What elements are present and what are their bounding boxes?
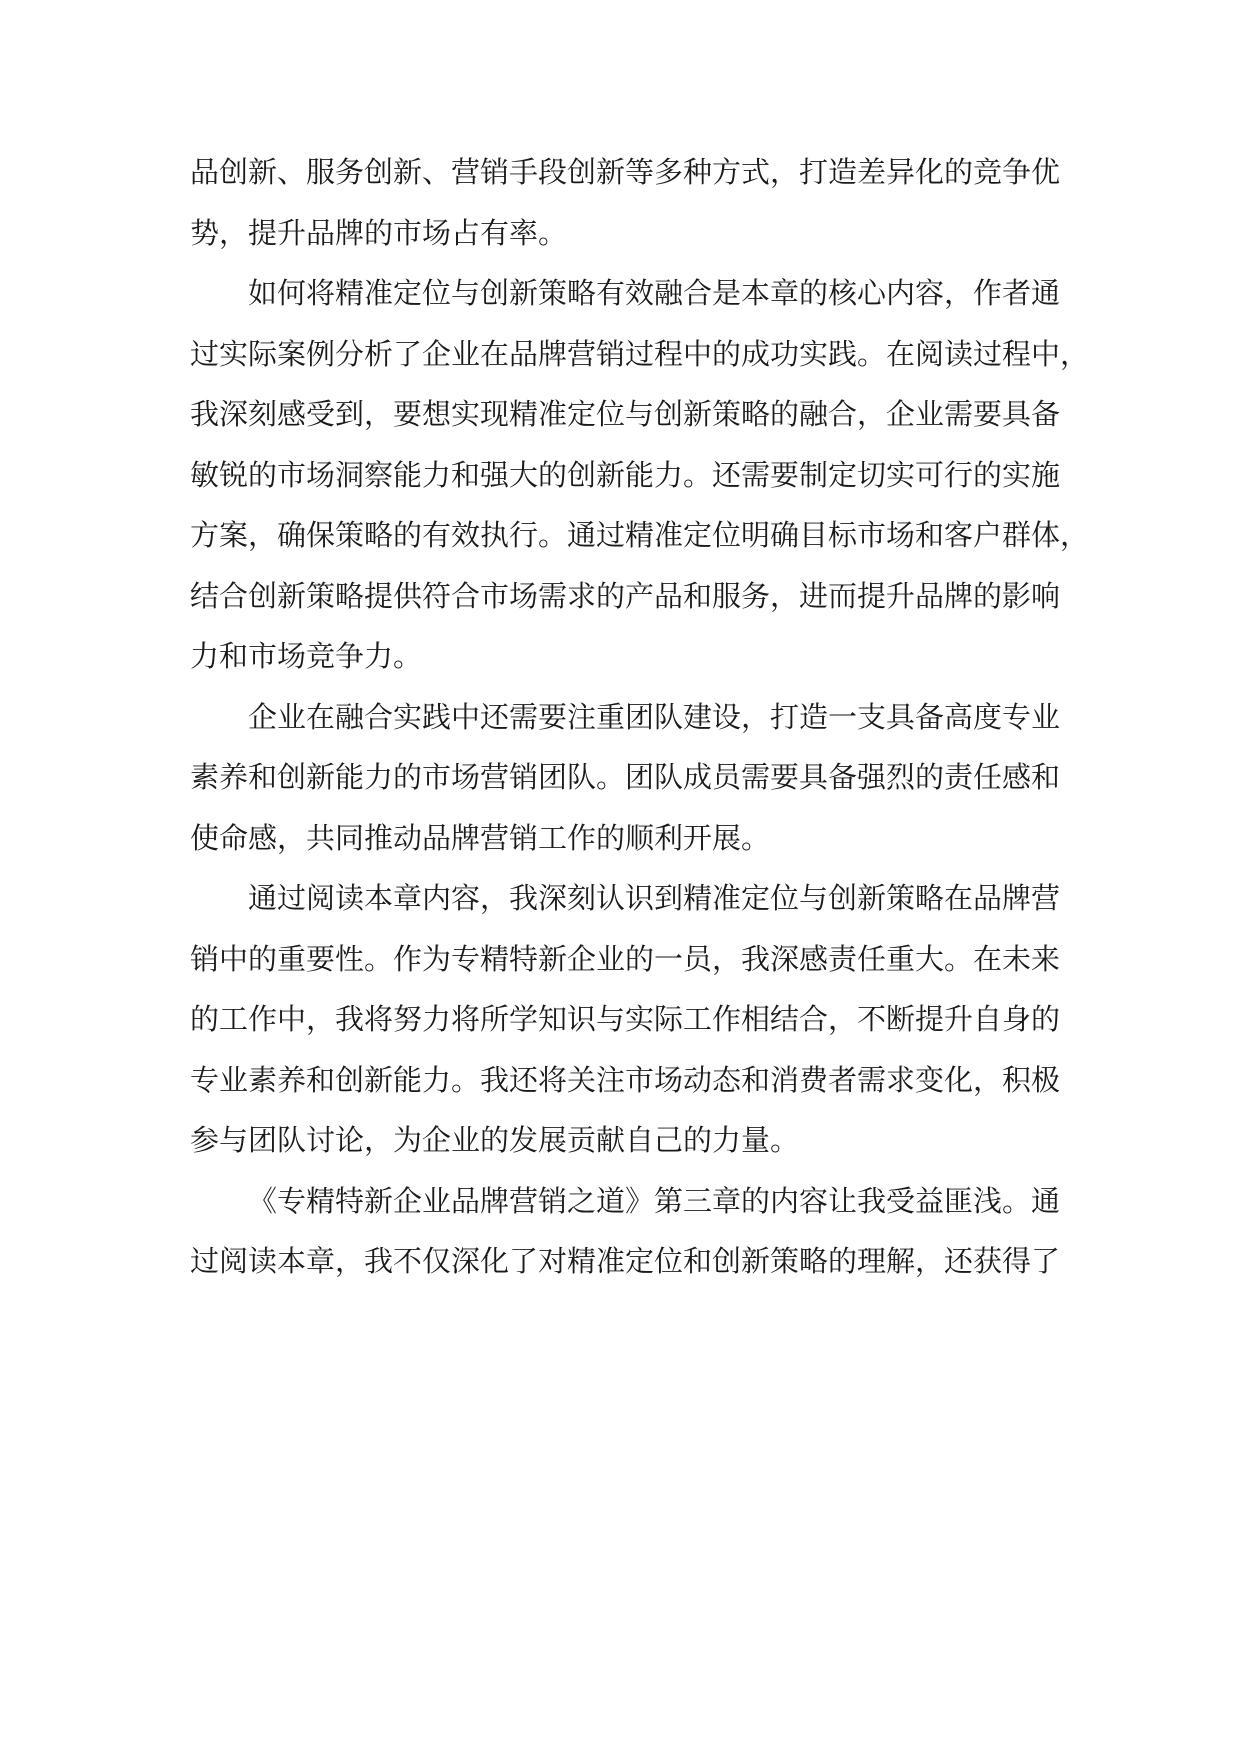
text-line: 素养和创新能力的市场营销团队。团队成员需要具备强烈的责任感和 (190, 760, 1061, 794)
text-line: 方案，确保策略的有效执行。通过精准定位明确目标市场和客户群体， (190, 518, 1090, 552)
paragraph-1 (190, 142, 1061, 263)
text-line: 企业在融合实践中还需要注重团队建设，打造一支具备高度专业 (248, 699, 1061, 734)
document-body (190, 142, 1090, 1292)
text-line: 我深刻感受到，要想实现精准定位与创新策略的融合，企业需要具备 (190, 397, 1061, 431)
text-line: 的工作中，我将努力将所学知识与实际工作相结合，不断提升自身的 (190, 1002, 1061, 1036)
text-line: 专业素养和创新能力。我还将关注市场动态和消费者需求变化，积极 (190, 1062, 1061, 1097)
text-line: 敏锐的市场洞察能力和强大的创新能力。还需要制定切实可行的实施 (190, 457, 1061, 492)
text-line: 销中的重要性。作为专精特新企业的一员，我深感责任重大。在未来 (190, 941, 1061, 976)
text-line: 通过阅读本章内容，我深刻认识到精准定位与创新策略在品牌营 (248, 881, 1061, 915)
text-line: 过阅读本章，我不仅深化了对精准定位和创新策略的理解，还获得了 (190, 1244, 1061, 1278)
paragraph-4 (190, 868, 1061, 1171)
text-line: 结合创新策略提供符合市场需求的产品和服务，进而提升品牌的影响 (190, 578, 1061, 613)
paragraph-3 (190, 687, 1061, 869)
text-line: 如何将精准定位与创新策略有效融合是本章的核心内容，作者通 (248, 276, 1061, 310)
text-line: 过实际案例分析了企业在品牌营销过程中的成功实践。在阅读过程中， (190, 336, 1090, 371)
text-line: 《专精特新企业品牌营销之道》第三章的内容让我受益匪浅。通 (248, 1183, 1061, 1218)
text-line: 使命感，共同推动品牌营销工作的顺利开展。 (190, 820, 771, 855)
text-line: 力和市场竞争力。 (190, 639, 423, 673)
text-line: 参与团队讨论，为企业的发展贡献自己的力量。 (190, 1123, 800, 1157)
paragraph-5 (190, 1171, 1061, 1292)
paragraph-2 (190, 263, 1090, 687)
text-line: 势，提升品牌的市场占有率。 (190, 215, 568, 250)
text-line: 品创新、服务创新、营销手段创新等多种方式，打造差异化的竞争优 (190, 155, 1061, 189)
